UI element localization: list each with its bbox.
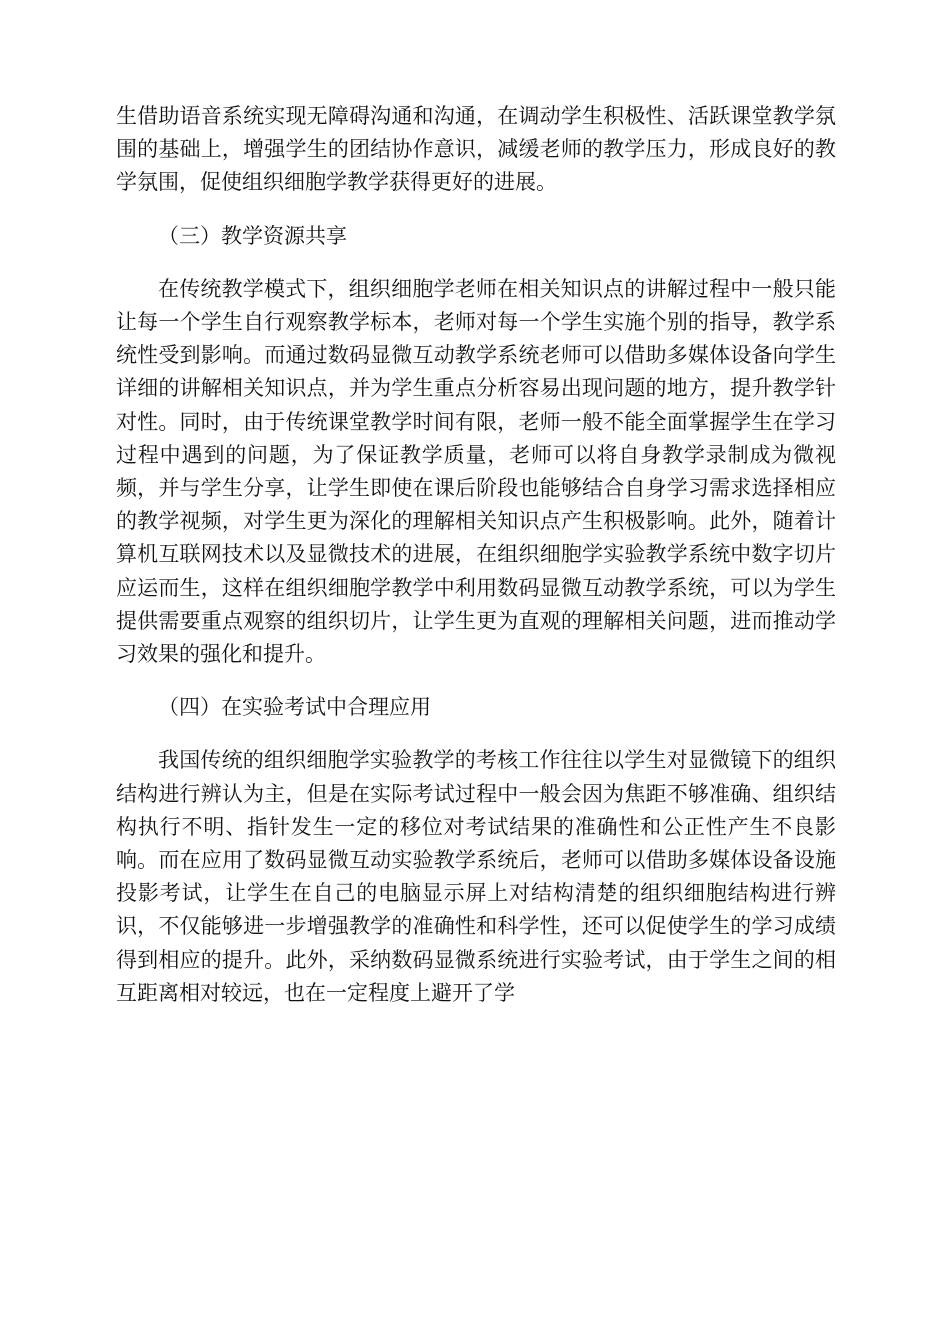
section-heading-exam-application: （四）在实验考试中合理应用 xyxy=(158,695,431,720)
paragraph-resource-sharing: 在传统教学模式下，组织细胞学老师在相关知识点的讲解过程中一般只能让每一个学生自行观察教学标本，老师对每一个学生实施个别的指导，教学系统性受到影响。而通过数码显微互动教学系统老师可以借助多媒体设备向学生详细的讲解相关知识点，并为学生重点分析容易出现问题的地方，提升教学针对性。同时，由于传统课堂教学时间有限，老师一般不能全面掌握学生在学习过程中遇到的问题，为了保证教学质量，老师可以将自身教学录制成为微视频，并与学生分享，让学生即使在课后阶段也能够结合自身学习需求选择相应的教学视频，对学生更为深化的理解相关知识点产生积极影响。此外，随着计算机互联网技术以及显微技术的进展，在组织细胞学实验教学系统中数字切片应运而生，这样在组织细胞学教学中利用数码显微互动教学系统，可以为学生提供需要重点观察的组织切片，让学生更为直观的理解相关问题，进而推动学习效果的强化和提升。 xyxy=(116,276,836,667)
paragraph-continued: 生借助语音系统实现无障碍沟通和沟通，在调动学生积极性、活跃课堂教学氛围的基础上，增强学生的团结协作意识，减缓老师的教学压力，形成良好的教学氛围，促使组织细胞学教学获得更好的进展。 xyxy=(116,104,836,195)
document-page xyxy=(116,100,836,1010)
paragraph-exam-application: 我国传统的组织细胞学实验教学的考核工作往往以学生对显微镜下的组织结构进行辨认为主，但是在实际考试过程中一般会因为焦距不够准确、组织结构执行不明、指针发生一定的移位对考试结果的准确性和公正性产生不良影响。而在应用了数码显微互动实验教学系统后，老师可以借助多媒体设备设施投影考试，让学生在自己的电脑显示屏上对结构清楚的组织细胞结构进行辨识，不仅能够进一步增强教学的准确性和科学性，还可以促使学生的学习成绩得到相应的提升。此外，采纳数码显微系统进行实验考试，由于学生之间的相互距离相对较远，也在一定程度上避开了学 xyxy=(116,748,836,1005)
section-heading-resource-sharing: （三）教学资源共享 xyxy=(158,223,347,248)
